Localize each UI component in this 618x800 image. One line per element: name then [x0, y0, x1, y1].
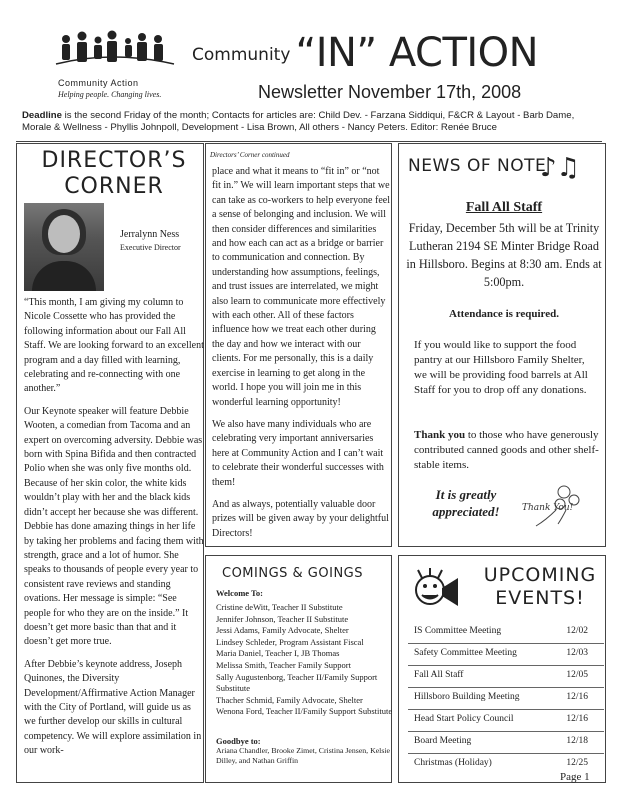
attendance-note: Attendance is required.: [449, 308, 559, 320]
list-item: Wenona Ford, Teacher II/Family Support Substitute: [216, 706, 393, 717]
thank-you-rest: to those who have generously contributed canned goods and other shelf-stable items.: [414, 429, 599, 471]
thank-you-note: [414, 428, 600, 473]
paragraph: Our Keynote speaker will feature Debbie Wooten, a comedian from Tacoma and an expert on overcoming adversity. Debbie was born with Spina Bifida and then contracted Polio when she was only five months old. Because of her skin color, the white kids wouldn’t play with her and the black kids didn’t accept her because she was different. Debbie has done amazing things in her life by taking her problems and facing them with strength, grace and a lot of humor. She speaks to thousands of people every year to consistent rave reviews and standing ovations. Her message is simple: “See people for who they are on the inside.” It doesn’t get more basic than that and it doesn’t get more true.: [24, 405, 204, 648]
music-notes-icon: ♪♫: [540, 153, 580, 183]
event-name: Safety Committee Meeting: [414, 648, 517, 658]
event-date: 12/16: [566, 692, 588, 702]
fall-all-staff-heading: Fall All Staff: [465, 200, 543, 215]
event-date: 12/18: [566, 736, 588, 746]
event-name: IS Committee Meeting: [414, 626, 502, 636]
thank-you-bold: Thank you: [414, 429, 466, 441]
welcome-label: Welcome To:: [216, 588, 263, 598]
deadline-note: [22, 110, 602, 134]
paragraph: place and what it means to “fit in” or “not fit in.” We will learn important steps that we can take as co-workers to help everyone feel a sense of belonging and inclusion. We will then consider differences and similarities and how each can act as a bridge or barrier to communication and connection. By understanding how assumptions, feelings, and trust issues are interrelated, we might also learn to communicate more effectively with each other. All of these factors influence how we treat each other during the day and how we interact with our clients. For me personally, this is a daily exercise in learning to get along in the world. I hope you will join me in this wonderful learning opportunity!: [212, 166, 390, 408]
director-role: Executive Director: [120, 243, 181, 252]
title-main: “IN” ACTION: [295, 30, 539, 76]
event-row: [408, 644, 604, 665]
upcoming-events-title-line2: EVENTS!: [495, 587, 585, 609]
goodbye-list: Ariana Chandler, Brooke Zimet, Cristina Jensen, Kelsie Dilley, and Nathan Griffin: [216, 746, 390, 765]
list-item: Thacher Schmid, Family Advocate, Shelter: [216, 694, 363, 705]
comings-goings-title: COMINGS & GOINGS: [222, 566, 364, 581]
goodbye-label: Goodbye to:: [216, 736, 261, 746]
event-name: Head Start Policy Council: [414, 714, 514, 724]
event-row: [408, 710, 604, 731]
event-row: [408, 732, 604, 753]
paragraph: And as always, potentially valuable door prizes will be given away by your delightful Directors!: [212, 498, 389, 539]
event-row: [408, 666, 604, 687]
megaphone-person-icon: [408, 566, 464, 622]
header-rule: [16, 141, 602, 142]
title-prefix: Community: [192, 45, 291, 65]
logo-tagline: Helping people. Changing lives.: [58, 90, 162, 99]
directors-corner-title-line1: DIRECTOR’S: [41, 148, 187, 173]
event-row: [408, 622, 604, 643]
list-item: Jennifer Johnson, Teacher II Substitute: [216, 613, 349, 624]
event-name: Board Meeting: [414, 736, 472, 746]
event-date: 12/02: [566, 626, 588, 636]
news-of-note-title: NEWS OF NOTE: [408, 156, 547, 176]
event-name: Hillsboro Building Meeting: [414, 692, 520, 702]
event-name: Christmas (Holiday): [414, 758, 492, 768]
paragraph: After Debbie’s keynote address, Joseph Quinones, the Diversity Development/Affirmative Action Manager with the City of Portland, will guide us as we further develop our skills in cultural competency. We will explore assimilation in our work-: [24, 658, 202, 757]
continued-header: Directors’ Corner continued: [210, 151, 290, 159]
event-date: 12/05: [566, 670, 588, 680]
director-photo: [24, 203, 104, 291]
deadline-label: Deadline: [22, 110, 62, 121]
fall-all-staff-details: Friday, December 5th will be at Trinity Lutheran 2194 SE Minter Bridge Road in Hillsboro. Begins at 8:30 am. Ends at 5:00pm.: [406, 221, 602, 289]
event-date: 12/03: [566, 648, 588, 658]
directors-corner-text: [24, 296, 204, 767]
deadline-text: is the second Friday of the month; Contacts for articles are: Child Dev. - Farzana Siddiqui, F&CR & Layout - Barb Dame, Morale & Wellness - Phyllis Johnpoll, Development - Lisa Brown, All others - Nancy Peters. Editor: Renée Bruce: [22, 110, 575, 133]
food-pantry-note: If you would like to support the food pantry at our Hillsboro Family Shelter, we will be providing food barrels at All Staff for you to drop off any donations.: [414, 339, 588, 396]
director-name: Jerralynn Ness: [120, 229, 180, 240]
list-item: Lindsey Schleder, Program Assistant Fiscal: [216, 636, 364, 647]
newsletter-title: [192, 30, 612, 76]
issue-date: Newsletter November 17th, 2008: [258, 82, 522, 102]
thank-you-card-text: Thank You!: [522, 503, 574, 513]
directors-corner-title-line2: CORNER: [64, 174, 164, 199]
event-date: 12/25: [566, 758, 588, 768]
logo-org-name: Community Action: [58, 78, 139, 88]
upcoming-events-title-line1: UPCOMING: [483, 564, 597, 586]
event-name: Fall All Staff: [414, 670, 464, 680]
thank-you-flowers-icon: [516, 480, 586, 536]
event-row: [408, 688, 604, 709]
list-item: Jessi Adams, Family Advocate, Shelter: [216, 625, 349, 636]
list-item: Maria Daniel, Teacher I, JB Thomas: [216, 648, 340, 659]
list-item: Cristine deWitt, Teacher II Substitute: [216, 602, 343, 612]
upcoming-events-title: [470, 564, 610, 610]
continued-text: [212, 165, 390, 549]
event-date: 12/16: [566, 714, 588, 724]
list-item: Sally Augustenborg, Teacher II/Family Support Substitute: [216, 671, 378, 694]
directors-corner-title: [24, 148, 204, 200]
list-item: Melissa Smith, Teacher Family Support: [216, 659, 351, 670]
welcome-list: [216, 602, 396, 718]
paragraph: We also have many individuals who are celebrating very important anniversaries here at Community Action and I can’t wait to celebrate their wonderful successes with them!: [212, 418, 384, 488]
greatly-appreciated: It is greatly appreciated!: [432, 487, 500, 519]
paragraph: “This month, I am giving my column to Nicole Cossette who has provided the following information about our Fall All Staff. We are looking forward to an excellent program and a day filled with learning, celebrating and re-connecting with one another.”: [24, 297, 204, 395]
page-number: Page 1: [560, 771, 590, 783]
